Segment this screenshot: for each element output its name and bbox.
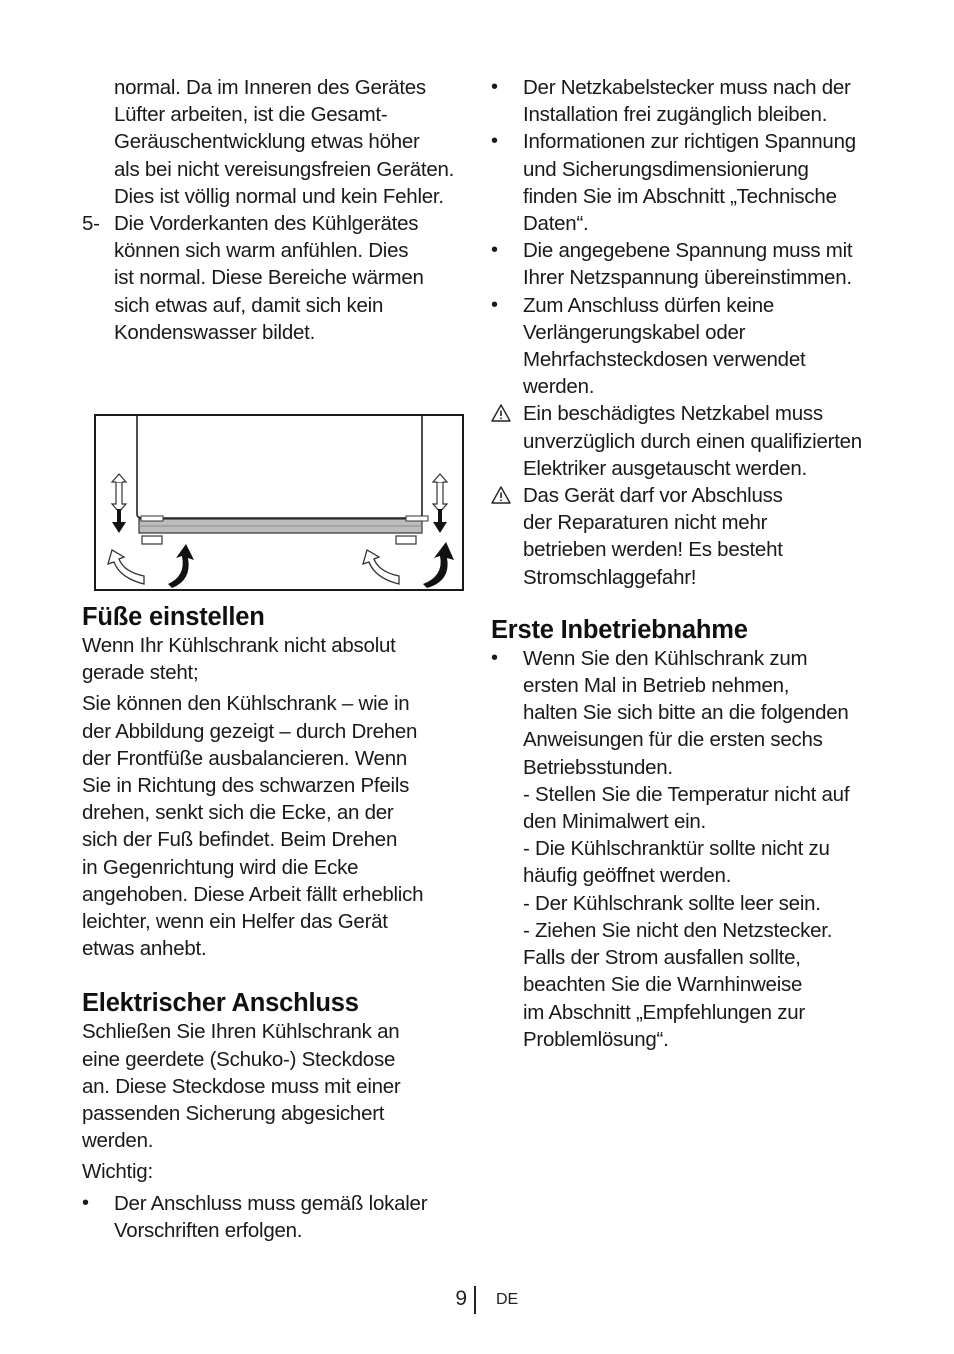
bullet-marker: •	[491, 130, 498, 153]
continuation-paragraph: normal. Da im Inneren des Gerätes Lüfter arbeiten, ist die Gesamt- Geräuschentwicklung etwas höher als bei nicht vereisungsfreien Geräten. Dies ist völlig normal und kein Fehler.	[114, 76, 455, 208]
language-code: DE	[496, 1291, 519, 1308]
curved-arrow-black-right	[423, 542, 454, 588]
warning-item: Das Gerät darf vor Abschluss der Reparaturen nicht mehr betrieben werden! Es besteht Stromschlaggefahr!	[491, 482, 876, 591]
page-number: 9	[455, 1287, 467, 1310]
curved-arrow-outline-right	[363, 550, 399, 584]
front-foot-left	[142, 536, 162, 544]
bullet-item: • Informationen zur richtigen Spannung und Sicherungsdimensionierung finden Sie im Abschnitt „Technische Daten“.	[491, 128, 876, 237]
heading-electrical: Elektrischer Anschluss	[82, 989, 359, 1018]
bullet-marker: •	[491, 239, 498, 262]
feet-paragraph-2: Sie können den Kühlschrank – wie in der Abbildung gezeigt – durch Drehen der Frontfüße ausbalancieren. Wenn Sie in Richtung des schwarzen Pfeils drehen, senkt sich die Ecke, an der sich der Fuß befindet. Beim Drehen in Gegenrichtung wird die Ecke angehoben. Diese Arbeit fällt erheblich leichter, wenn ein Helfer das Gerät etwas anhebt.	[82, 692, 424, 961]
fridge-body	[137, 416, 422, 518]
left-column-lower	[82, 602, 464, 1244]
important-label: Wichtig:	[82, 1160, 153, 1184]
bullet-item: • Der Anschluss muss gemäß lokaler Vorschriften erfolgen.	[82, 1190, 464, 1244]
bullet-item: • Der Netzkabelstecker muss nach der Installation frei zugänglich bleiben.	[491, 74, 876, 128]
warning-triangle-icon	[491, 403, 511, 423]
feet-adjustment-illustration	[94, 414, 464, 591]
page-footer	[0, 1286, 954, 1316]
heading-feet: Füße einstellen	[82, 603, 265, 631]
electrical-paragraph: Schließen Sie Ihren Kühlschrank an eine geerdete (Schuko-) Steckdose an. Diese Steckdose muss mit einer passenden Sicherung abgesichert werden.	[82, 1020, 401, 1153]
foot-left-top	[141, 516, 163, 521]
bullet-marker: •	[82, 1191, 89, 1214]
bullet-marker: •	[491, 76, 498, 98]
foot-right-top	[406, 516, 428, 521]
front-foot-right	[396, 536, 416, 544]
vertical-arrow-left	[112, 474, 126, 533]
curved-arrow-black-left	[168, 544, 194, 588]
curved-arrow-outline-left	[108, 550, 144, 584]
warning-item: Ein beschädigtes Netzkabel muss unverzüglich durch einen qualifizierten Elektriker ausgetauscht werden.	[491, 400, 876, 482]
feet-diagram	[96, 416, 462, 589]
bullet-item: • Zum Anschluss dürfen keine Verlängerungskabel oder Mehrfachsteckdosen verwendet werden.	[491, 292, 876, 401]
list-item-5: 5- Die Vorderkanten des Kühlgerätes können sich warm anfühlen. Dies ist normal. Diese Bereiche wärmen sich etwas auf, damit sich kein Kondenswasser bildet.	[82, 210, 464, 346]
left-column	[82, 74, 464, 346]
warning-triangle-icon	[491, 485, 511, 505]
bullet-item: • Wenn Sie den Kühlschrank zum ersten Mal in Betrieb nehmen, halten Sie sich bitte an die folgenden Anweisungen für die ersten sechs Betriebsstunden. - Stellen Sie die Temperatur nicht auf den Minimalwert ein. - Die Kühlschranktür sollte nicht zu häufig geöffnet werden. - Der Kühlschrank sollte leer sein. - Ziehen Sie nicht den Netzstecker. Falls der Strom ausfallen sollte, beachten Sie die Warnhinweise im Abschnitt „Empfehlungen zur Problemlösung“.	[491, 645, 876, 1053]
feet-paragraph-1: Wenn Ihr Kühlschrank nicht absolut gerade steht;	[82, 634, 396, 685]
bullet-marker: •	[491, 293, 498, 316]
right-column	[491, 74, 876, 1053]
heading-first-use: Erste Inbetriebnahme	[491, 615, 748, 644]
list-marker: 5-	[82, 212, 100, 236]
vertical-arrow-right	[433, 474, 447, 533]
bullet-item: • Die angegebene Spannung muss mit Ihrer Netzspannung übereinstimmen.	[491, 237, 876, 291]
footer-divider	[474, 1286, 476, 1314]
bullet-marker: •	[491, 646, 498, 669]
